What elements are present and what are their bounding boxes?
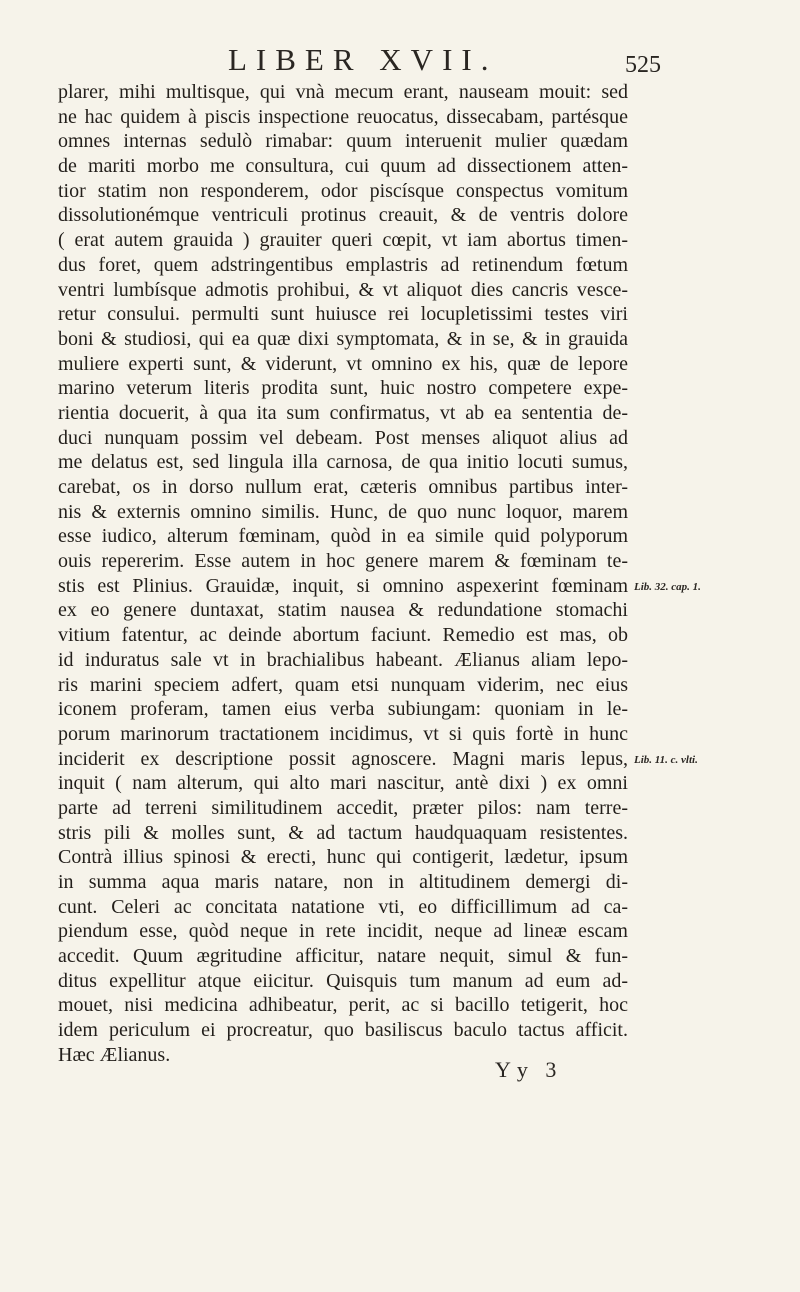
text-line: inquit ( nam alterum, qui alto mari nascitur, antè dixi ) ex omni	[58, 772, 628, 795]
text-line: carebat, os in dorso nullum erat, cæteris omnibus partibus inter-	[58, 476, 628, 498]
margin-note: Lib. 32. cap. 1.	[634, 581, 701, 593]
text-line: mouet, nisi medicina adhibeatur, perit, ac si bacillo tetigerit, hoc	[58, 994, 628, 1017]
text-line: boni & studiosi, qui ea quæ dixi symptomata, & in se, & in grauida	[58, 327, 628, 350]
text-line: iconem proferam, tamen eius verba subiungam: quoniam in le-	[58, 698, 628, 721]
text-line: ( erat autem grauida ) grauiter queri cœpit, vt iam abortus timen-	[58, 229, 628, 252]
text-line: dissolutionémque ventriculi protinus creauit, & de ventris dolore	[58, 204, 628, 227]
text-line: idem periculum ei procreatur, quo basiliscus baculo tactus afficit.	[58, 1019, 628, 1042]
running-title: LIBER XVII.	[228, 42, 498, 77]
text-line: vitium fatentur, ac deinde abortum faciunt. Remedio est mas, ob	[58, 624, 628, 647]
text-line: me delatus est, sed lingula illa carnosa, de qua initio locuti sumus,	[58, 451, 628, 474]
text-line: ris marini speciem adfert, quam etsi nunquam viderim, nec eius	[58, 673, 628, 696]
body-text	[58, 80, 628, 1068]
text-line: marino veterum literis prodita sunt, huic nostro competere expe-	[58, 377, 628, 400]
catchword: Yy 3	[495, 1057, 563, 1082]
text-line: dus foret, quem adstringentibus emplastris ad retinendum fœtum	[58, 253, 628, 276]
text-line: id induratus sale vt in brachialibus habeant. Ælianus aliam lepo-	[58, 648, 628, 671]
page-header	[0, 42, 800, 82]
text-line: stis est Plinius. Grauidæ, inquit, si omnino aspexerint fœminam	[58, 574, 628, 597]
text-line: ex eo genere duntaxat, statim nausea & redundatione stomachi	[58, 599, 628, 622]
text-line: retur consului. permulti sunt huiusce rei locupletissimi testes viri	[58, 303, 628, 326]
text-line: parte ad terreni similitudinem accedit, præter pilos: nam terre-	[58, 796, 628, 819]
text-line: plarer, mihi multisque, qui vnà mecum erant, nauseam mouit: sed	[58, 81, 628, 103]
text-line: ventri lumbísque admotis prohibui, & vt aliquot dies cancris vesce-	[58, 278, 628, 301]
text-line: ditus expellitur atque eiicitur. Quisquis tum manum ad eum ad-	[58, 969, 628, 992]
text-line: ne hac quidem à piscis inspectione reuocatus, dissecabam, partésque	[58, 105, 628, 128]
page-number: 525	[625, 52, 661, 78]
text-line: inciderit ex descriptione possit agnoscere. Magni maris lepus,	[58, 747, 628, 770]
text-line: muliere experti sunt, & viderunt, vt omnino ex his, quæ de lepore	[58, 352, 628, 375]
text-line: cunt. Celeri ac concitata natatione vti, eo difficillimum ad ca-	[58, 895, 628, 918]
text-line: rientia docuerit, à qua ita sum confirmatus, vt ab ea sententia de-	[58, 401, 628, 424]
text-line: esse iudico, alterum fœminam, quòd in ea simile quid polyporum	[58, 525, 628, 548]
text-line: Hæc Ælianus.	[58, 1043, 171, 1066]
text-line: Contrà illius spinosi & erecti, hunc qui contigerit, lædetur, ipsum	[58, 846, 628, 869]
text-line: omnes internas sedulò rimabar: quum interuenit mulier quædam	[58, 130, 628, 153]
text-line: piendum esse, quòd neque in rete incidit, neque ad lineæ escam	[58, 920, 628, 943]
text-line: duci nunquam possim vel debeam. Post menses aliquot alius ad	[58, 426, 628, 449]
text-line: accedit. Quum ægritudine afficitur, natare nequit, simul & fun-	[58, 945, 628, 968]
text-line: stris pili & molles sunt, & ad tactum haudquaquam resistentes.	[58, 821, 628, 844]
text-line: tior statim non responderem, odor piscísque conspectus vomitum	[58, 179, 628, 202]
text-line: ouis repererim. Esse autem in hoc genere marem & fœminam te-	[58, 550, 628, 573]
text-line: de mariti morbo me consultura, cui quum ad dissectionem atten-	[58, 155, 628, 178]
margin-note: Lib. 11. c. vlti.	[634, 753, 698, 766]
text-line: nis & externis omnino similis. Hunc, de quo nunc loquor, marem	[58, 500, 628, 523]
text-line: in summa aqua maris natare, non in altitudinem demergi di-	[58, 871, 628, 893]
text-line: porum marinorum tractationem incidimus, vt si quis fortè in hunc	[58, 722, 628, 745]
